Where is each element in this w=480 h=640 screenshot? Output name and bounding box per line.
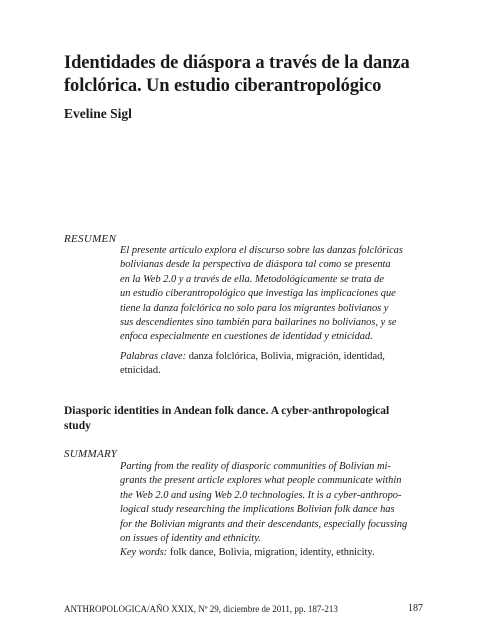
resumen-keywords-text: danza folclórica, Bolivia, migración, identidad, — [188, 350, 385, 362]
resumen-line: en la Web 2.0 y a través de ella. Metodológicamente se trata de — [120, 273, 384, 285]
article-title-line: Identidades de diáspora a través de la danza — [64, 53, 410, 73]
resumen-keywords-label: Palabras clave: — [120, 350, 187, 362]
resumen-line: enfoca especialmente en cuestiones de identidad y etnicidad. — [120, 331, 373, 343]
resumen-line: un estudio ciberantropológico que investiga las implicaciones que — [120, 288, 396, 300]
summary-line: the Web 2.0 and using Web 2.0 technologies. It is a cyber-anthropo- — [120, 489, 402, 501]
summary-abstract — [120, 460, 424, 561]
summary-line: grants the present article explores what people communicate within — [120, 475, 402, 487]
english-title — [64, 404, 436, 434]
resumen-keywords — [120, 350, 424, 364]
summary-keywords — [120, 546, 424, 560]
article-title-line: folclórica. Un estudio ciberantropológico — [64, 76, 382, 96]
summary-keywords-text: folk dance, Bolivia, migration, identity, ethnicity. — [169, 547, 375, 559]
page-number: 187 — [408, 603, 423, 614]
summary-line: for the Bolivian migrants and their descendants, especially focussing — [120, 518, 408, 530]
resumen-line: sus descendientes sino también para bailarines no bolivianos, y se — [120, 317, 397, 329]
summary-line: Parting from the reality of diasporic communities of Bolivian mi- — [120, 461, 391, 472]
author-name: Eveline Sigl — [64, 106, 132, 121]
summary-keywords-label: Key words: — [120, 547, 168, 559]
summary-line: on issues of identity and ethnicity. — [120, 533, 261, 545]
journal-footer: ANTHROPOLOGICA/AÑO XXIX, Nº 29, diciembre de 2011, pp. 187-213 — [64, 604, 338, 614]
resumen-line: El presente artículo explora el discurso sobre las danzas folclóricas — [120, 245, 403, 256]
resumen-label: RESUMEN — [64, 233, 117, 245]
resumen-abstract — [120, 244, 424, 379]
english-title-line: Diasporic identities in Andean folk dance. A cyber-anthropological — [64, 405, 390, 417]
article-title — [64, 52, 434, 98]
summary-line: logical study researching the implications Bolivian folk dance has — [120, 504, 395, 516]
resumen-keywords-continued: etnicidad. — [120, 365, 161, 377]
resumen-line: bolivianas desde la perspectiva de diáspora tal como se presenta — [120, 259, 391, 271]
english-title-line: study — [64, 420, 91, 432]
resumen-line: tiene la danza folclórica no solo para los migrantes bolivianos y — [120, 302, 389, 314]
summary-label: SUMMARY — [64, 448, 118, 460]
